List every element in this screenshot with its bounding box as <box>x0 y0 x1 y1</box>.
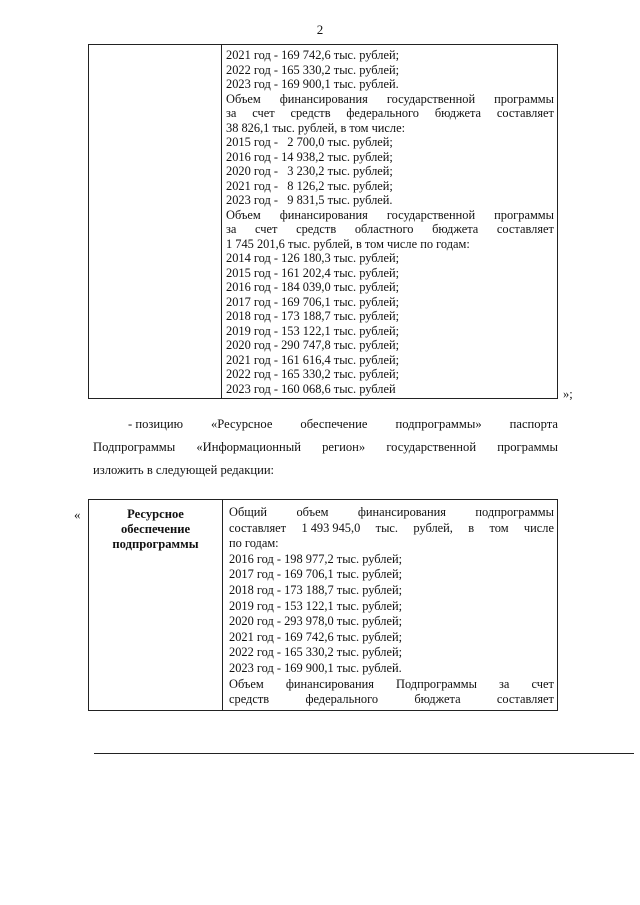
label-line: обеспечение <box>120 522 191 536</box>
word: подпрограммы» <box>395 417 482 431</box>
text-line <box>229 505 554 521</box>
word: составляет <box>229 520 287 535</box>
text-line <box>226 208 554 223</box>
text-line <box>226 222 554 237</box>
footer-rule <box>94 753 634 754</box>
word: обеспечение <box>300 417 368 431</box>
text-line: 2018 год - 173 188,7 тыс. рублей; <box>229 582 403 597</box>
word: финансирования <box>357 505 446 519</box>
word: 1 493 945,0 <box>301 520 361 535</box>
text-line: 2019 год - 153 122,1 тыс. рублей; <box>226 323 400 338</box>
word: государственной <box>386 91 476 106</box>
text-line: 2021 год - 169 742,6 тыс. рублей; <box>226 48 400 62</box>
text-line <box>226 92 554 107</box>
text-line <box>226 106 554 121</box>
word: средств <box>229 692 270 707</box>
word: федерального <box>346 106 420 120</box>
text-line: 2023 год - 169 900,1 тыс. рублей. <box>229 660 402 675</box>
word: «Информационный <box>196 440 301 454</box>
word: счет <box>255 222 278 236</box>
text-line: 2016 год - 184 039,0 тыс. рублей; <box>226 280 400 294</box>
text-line: 2021 год - 8 126,2 тыс. рублей; <box>226 178 393 193</box>
word: бюджета <box>414 692 461 707</box>
word: Объем <box>226 207 261 222</box>
word: Объем <box>229 676 264 691</box>
text-line: 2022 год - 165 330,2 тыс. рублей; <box>226 62 400 77</box>
text-line: 38 826,1 тыс. рублей, в том числе: <box>226 120 406 135</box>
text-line: 2018 год - 173 188,7 тыс. рублей; <box>226 309 400 323</box>
word: финансирования <box>279 207 368 222</box>
word: федерального <box>305 692 379 707</box>
text-line: 2020 год - 3 230,2 тыс. рублей; <box>226 164 393 178</box>
text-line: 2022 год - 165 330,2 тыс. рублей; <box>229 645 403 660</box>
word: Подпрограммы <box>93 440 176 454</box>
text-line: 2019 год - 153 122,1 тыс. рублей; <box>229 598 403 613</box>
resource-table <box>88 499 558 711</box>
label-line: Ресурсное <box>127 507 184 521</box>
text-line: 2015 год - 161 202,4 тыс. рублей; <box>226 265 400 280</box>
text-line: 2020 год - 293 978,0 тыс. рублей; <box>229 614 403 629</box>
table-label-cell-empty <box>89 45 222 399</box>
page-number: 2 <box>316 22 324 37</box>
opening-quote: « <box>74 507 81 522</box>
text-line: 2017 год - 169 706,1 тыс. рублей; <box>226 294 400 309</box>
word: бюджета <box>432 222 479 236</box>
text-line: 2015 год - 2 700,0 тыс. рублей; <box>226 135 393 149</box>
word: рублей, <box>413 520 453 535</box>
text-line <box>229 677 554 693</box>
word: Подпрограммы <box>396 676 477 691</box>
word: счет <box>252 106 275 120</box>
text-line: 2021 год - 161 616,4 тыс. рублей; <box>226 352 400 367</box>
text-line: 2020 год - 290 747,8 тыс. рублей; <box>226 338 400 352</box>
word: финансирования <box>279 91 368 106</box>
paragraph-line-1 <box>128 417 558 432</box>
word: государственной <box>386 440 477 454</box>
funding-table-continued <box>88 44 558 399</box>
word: составляет <box>496 692 554 707</box>
word: подпрограммы <box>475 505 554 519</box>
word: государственной <box>386 207 476 222</box>
paragraph-line-2 <box>93 440 558 455</box>
word: финансирования <box>285 676 374 691</box>
text-line: 2016 год - 14 938,2 тыс. рублей; <box>226 149 393 164</box>
word: составляет <box>496 222 554 236</box>
text-line: 2023 год - 160 068,6 тыс. рублей <box>226 381 396 396</box>
text-line: 2022 год - 165 330,2 тыс. рублей; <box>226 367 400 381</box>
text-line: 2023 год - 169 900,1 тыс. рублей. <box>226 77 399 91</box>
word: Общий <box>229 505 268 519</box>
word: программы <box>494 207 554 222</box>
text-line: 1 745 201,6 тыс. рублей, в том числе по годам: <box>226 236 470 251</box>
word: тыс. <box>375 520 399 535</box>
word: счет <box>531 676 554 691</box>
word: программы <box>497 440 558 454</box>
word: областного <box>354 222 414 236</box>
word: составляет <box>496 106 554 120</box>
closing-quote: »; <box>563 387 573 401</box>
word: - позицию <box>128 417 183 431</box>
word: средств <box>290 106 331 120</box>
text-line: 2023 год - 9 831,5 тыс. рублей. <box>226 193 393 207</box>
resource-value-cell <box>223 500 558 711</box>
paragraph-line-3: изложить в следующей редакции: <box>93 463 275 477</box>
word: объем <box>296 505 329 519</box>
word: программы <box>494 91 554 106</box>
word: бюджета <box>434 106 482 120</box>
text-line <box>229 692 554 708</box>
word: том <box>489 520 509 535</box>
word: регион» <box>322 440 366 454</box>
word: средств <box>296 222 337 236</box>
text-line <box>229 521 554 537</box>
text-line: 2016 год - 198 977,2 тыс. рублей; <box>229 551 403 566</box>
text-line: по годам: <box>229 536 279 551</box>
word: в <box>468 520 475 535</box>
word: за <box>226 106 237 120</box>
text-line: 2014 год - 126 180,3 тыс. рублей; <box>226 251 400 265</box>
word: за <box>499 676 510 691</box>
text-line: 2021 год - 169 742,6 тыс. рублей; <box>229 629 403 644</box>
table-value-cell <box>222 45 558 399</box>
word: за <box>226 222 237 236</box>
word: «Ресурсное <box>210 417 273 431</box>
word: числе <box>523 520 554 535</box>
resource-label-cell <box>89 500 223 711</box>
text-line: 2017 год - 169 706,1 тыс. рублей; <box>229 567 403 582</box>
word: паспорта <box>509 417 558 431</box>
label-line: подпрограммы <box>112 537 199 551</box>
word: Объем <box>226 91 261 106</box>
